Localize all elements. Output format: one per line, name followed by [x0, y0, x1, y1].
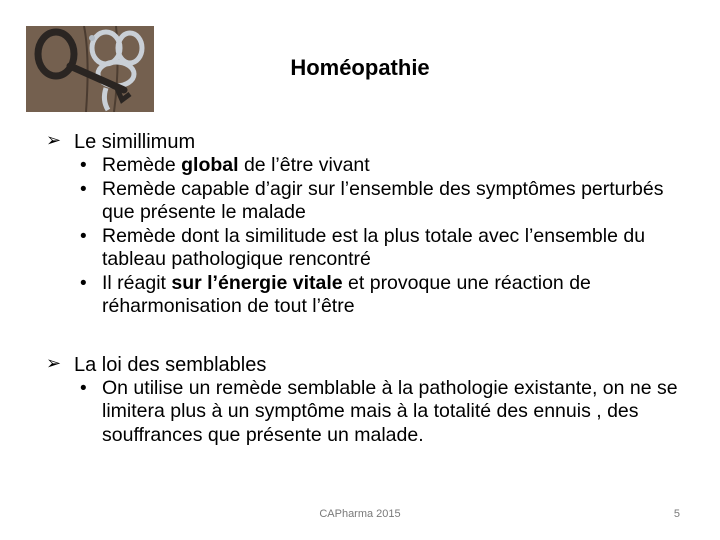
bullet-text: On utilise un remède semblable à la pathologie existante, on ne se limitera plus à un symptôme mais à la totalité des ennuis , des souffrances que présente un malade.	[102, 376, 678, 446]
bullet-item	[46, 272, 686, 319]
bullet-dot-icon: •	[80, 377, 87, 399]
bullet-text-bold: global	[181, 154, 239, 176]
bullet-text: Il réagit	[102, 271, 172, 294]
bullet-dot-icon: •	[80, 155, 87, 176]
bullet-item	[46, 377, 686, 448]
bullet-item	[46, 225, 686, 272]
bullet-item	[46, 178, 686, 225]
section-heading	[46, 130, 686, 154]
bullet-text: Remède	[102, 154, 182, 176]
section-heading-text: La loi des semblables	[74, 353, 267, 376]
bullet-text: Remède capable d’agir sur l’ensemble des symptômes perturbés que présente le malade	[102, 177, 664, 223]
section-heading-text: Le simillimum	[74, 131, 196, 153]
bullet-dot-icon: •	[80, 178, 87, 200]
bullet-text: et provoque une réaction de réharmonisation de tout l’être	[102, 271, 591, 317]
slide-content	[46, 130, 686, 447]
arrow-bullet-icon: ➢	[46, 352, 62, 374]
bullet-item	[46, 154, 686, 178]
bullet-dot-icon: •	[80, 225, 87, 247]
keys-logo-image	[26, 26, 154, 112]
bullet-dot-icon: •	[80, 272, 87, 294]
bullet-text-bold: sur l’énergie vitale	[171, 271, 343, 294]
page-number: 5	[673, 508, 680, 520]
slide-title: Homéopathie	[290, 55, 430, 80]
bullet-text: de l’être vivant	[238, 154, 370, 176]
section-heading	[46, 353, 686, 377]
bullet-text: Remède dont la similitude est la plus totale avec l’ensemble du tableau pathologique rencontré	[102, 224, 646, 270]
footer-label: CAPharma 2015	[319, 508, 401, 520]
arrow-bullet-icon: ➢	[46, 130, 62, 151]
keys-logo	[26, 26, 154, 112]
section-spacer	[46, 319, 686, 353]
